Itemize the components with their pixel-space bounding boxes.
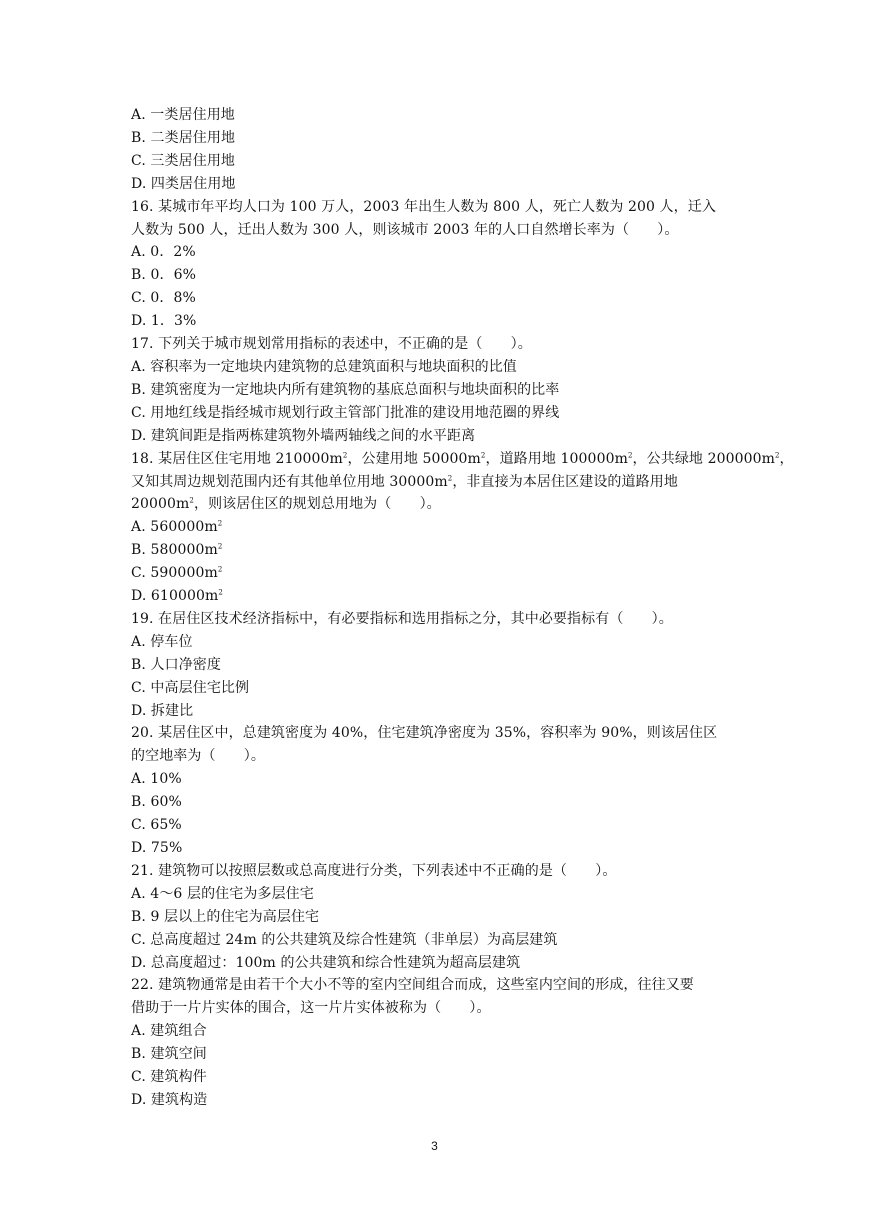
superscript: 2 [774, 450, 780, 459]
superscript: 2 [627, 450, 633, 459]
option-b-q15: B. 二类居住用地 [131, 129, 236, 146]
option-c-q19: C. 中高层住宅比例 [131, 679, 250, 696]
question-20-line-1: 20. 某居住区中，总建筑密度为 40%，住宅建筑净密度为 35%，容积率为 90%，则该居住区 [131, 725, 718, 742]
superscript: 2 [217, 565, 223, 574]
option-b-q22: B. 建筑空间 [131, 1046, 207, 1063]
option-c-q22: C. 建筑构件 [131, 1069, 207, 1086]
page-number: 3 [431, 1139, 438, 1153]
option-text: A. 560000m [131, 519, 218, 536]
option-text: B. 580000m [131, 542, 218, 559]
q18-text: 18. 某居住区住宅用地 210000m [131, 450, 343, 467]
option-a-q22: A. 建筑组合 [131, 1023, 207, 1040]
option-b-q21: B. 9 层以上的住宅为高层住宅 [131, 908, 320, 925]
question-21: 21. 建筑物可以按照层数或总高度进行分类，下列表述中不正确的是（ ）。 [131, 862, 617, 879]
option-text: D. 610000m [131, 588, 219, 605]
option-d-q20: D. 75% [131, 840, 183, 856]
option-d-q17: D. 建筑间距是指两栋建筑物外墙两轴线之间的水平距离 [131, 427, 476, 444]
q18-text: ，公建用地 50000m [347, 450, 481, 467]
option-d-q18 [131, 585, 741, 608]
option-a-q19: A. 停车位 [131, 633, 193, 650]
superscript: 2 [218, 588, 223, 597]
question-19: 19. 在居住区技术经济指标中，有必要指标和选用指标之分，其中必要指标有（ ）。 [131, 610, 673, 627]
question-22-line-1: 22. 建筑物通常是由若干个大小不等的室内空间组合而成，这些室内空间的形成，往往又要 [131, 977, 694, 994]
option-a-q18 [131, 516, 741, 539]
superscript: 2 [189, 496, 194, 505]
superscript: 2 [217, 542, 223, 551]
document-body [131, 104, 794, 1112]
question-18-line-3 [131, 493, 741, 516]
option-b-q16: B. 0．6% [131, 267, 197, 284]
option-a-q15: A. 一类居住用地 [131, 107, 235, 123]
q18-text: 20000m [131, 496, 190, 513]
option-a-q16: A. 0．2% [131, 244, 196, 261]
option-d-q22: D. 建筑构造 [131, 1091, 208, 1108]
question-18-line-2 [131, 471, 741, 494]
option-c-q18 [131, 562, 741, 585]
q18-text: ， [779, 450, 794, 467]
question-16-line-2: 人数为 500 人，迁出人数为 300 人，则该城市 2003 年的人口自然增长率为（ ）。 [131, 221, 679, 238]
option-d-q21: D. 总高度超过：100m 的公共建筑和综合性建筑为超高层建筑 [131, 954, 521, 971]
option-c-q16: C. 0．8% [131, 290, 196, 307]
option-b-q20: B. 60% [131, 794, 182, 811]
q18-text: ，公共绿地 200000m [632, 450, 775, 467]
superscript: 2 [480, 450, 486, 459]
question-16-line-1: 16. 某城市年平均人口为 100 万人，2003 年出生人数为 800 人，死亡人数为 200 人，迁入 [131, 198, 716, 215]
q18-text: ，则该居住区的规划总用地为（ ）。 [193, 496, 441, 513]
option-text: C. 590000m [131, 565, 218, 582]
option-a-q21: A. 4～6 层的住宅为多层住宅 [131, 885, 314, 902]
option-c-q15: C. 三类居住用地 [131, 152, 236, 169]
option-b-q17: B. 建筑密度为一定地块内所有建筑物的基底总面积与地块面积的比率 [131, 381, 560, 398]
question-17: 17. 下列关于城市规划常用指标的表述中，不正确的是（ ）。 [131, 336, 532, 353]
option-c-q17: C. 用地红线是指经城市规划行政主管部门批准的建设用地范圈的界线 [131, 404, 560, 421]
superscript: 2 [447, 473, 453, 482]
option-d-q19: D. 拆建比 [131, 702, 194, 719]
option-b-q19: B. 人口净密度 [131, 656, 221, 673]
question-22-line-2: 借助于一片片实体的围合，这一片片实体被称为（ ）。 [131, 1000, 491, 1017]
superscript: 2 [342, 450, 348, 459]
option-d-q15: D. 四类居住用地 [131, 175, 236, 192]
superscript: 2 [217, 519, 223, 528]
option-c-q21: C. 总高度超过 24m 的公共建筑及综合性建筑（非单层）为高层建筑 [131, 931, 558, 948]
q18-text: 又知其周边规划范围内还有其他单位用地 30000m [131, 473, 448, 490]
option-a-q17: A. 容积率为一定地块内建筑物的总建筑面积与地块面积的比值 [131, 358, 517, 375]
option-c-q20: C. 65% [131, 817, 182, 834]
option-b-q18 [131, 539, 741, 562]
question-18-line-1 [131, 448, 794, 471]
question-20-line-2: 的空地率为（ ）。 [131, 748, 265, 765]
option-d-q16: D. 1．3% [131, 313, 197, 330]
q18-text: ，道路用地 100000m [485, 450, 628, 467]
option-a-q20: A. 10% [131, 771, 182, 788]
q18-text: ，非直接为本居住区建设的道路用地 [452, 473, 678, 490]
